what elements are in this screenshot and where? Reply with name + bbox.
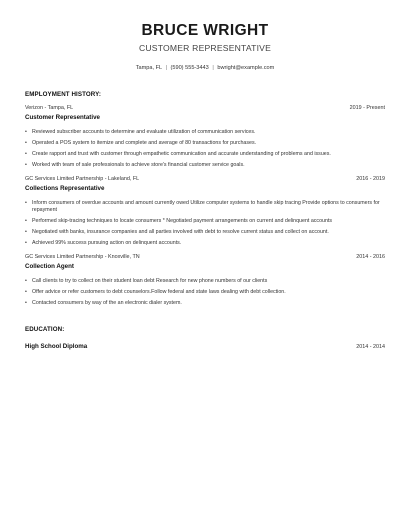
- contact-phone: (590) 555-3443: [170, 65, 209, 71]
- job-entry: [25, 253, 385, 307]
- job-role: Collection Agent: [25, 263, 74, 270]
- job-bullet: • Negotiated with banks, insurance companies and all parties involved with debt to resolve current status and collect on account.: [25, 229, 385, 236]
- education-degree: High School Diploma: [25, 343, 88, 350]
- candidate-title: CUSTOMER REPRESENTATIVE: [138, 43, 272, 53]
- contact-line: [25, 64, 385, 72]
- job-role: Customer Representative: [25, 114, 100, 121]
- employment-heading: EMPLOYMENT HISTORY:: [25, 91, 102, 98]
- job-bullet: • Reviewed subscriber accounts to determine and evaluate utilization of communication services.: [25, 129, 385, 136]
- contact-email: bwright@example.com: [217, 65, 275, 71]
- job-bullet: • Performed skip-tracing techniques to locate consumers * Negotiated payment arrangements on current and delinquent accounts: [25, 218, 385, 225]
- job-bullet: • Inform consumers of overdue accounts and amount currently owed Utilize computer systems to handle skip tracing Provide options to consumers for repayment: [25, 200, 385, 214]
- job-bullets: [25, 200, 385, 247]
- job-meta: [25, 253, 385, 261]
- job-meta: [25, 104, 385, 112]
- education-heading: EDUCATION:: [25, 326, 65, 333]
- job-company: GC Services Limited Partnership - Knoxville, TN: [25, 254, 140, 260]
- education-dates: 2014 - 2014: [356, 344, 385, 350]
- job-entry: [25, 104, 385, 169]
- job-dates: 2016 - 2019: [356, 176, 385, 182]
- job-bullet: • Contacted consumers by way of the an electronic dialer system.: [25, 300, 385, 307]
- job-dates: 2014 - 2016: [356, 254, 385, 260]
- job-bullet: • Call clients to try to collect on their student loan debt Research for new phone numbers of our clients: [25, 278, 385, 285]
- job-bullet: • Achieved 99% success pursuing action on delinquent accounts.: [25, 240, 385, 247]
- job-bullets: [25, 278, 385, 307]
- job-bullet: • Offer advice or refer customers to debt counselors.Follow federal and state laws dealing with debt collection.: [25, 289, 385, 296]
- job-entry: [25, 175, 385, 247]
- job-bullet: • Worked with team of sale professionals to achieve store's financial customer service goals.: [25, 162, 385, 169]
- resume-header: [25, 0, 385, 72]
- job-company: GC Services Limited Partnership - Lakeland, FL: [25, 176, 140, 182]
- contact-location: Tampa, FL: [135, 65, 162, 71]
- job-company: Verizon - Tampa, FL: [25, 105, 74, 111]
- job-bullet: • Create rapport and trust with customer through empathetic communication and accurate understanding of problems and issues.: [25, 151, 385, 158]
- candidate-name: BRUCE WRIGHT: [141, 22, 269, 39]
- job-bullets: [25, 129, 385, 169]
- education-entry: [25, 343, 385, 350]
- contact-separator: |: [212, 65, 214, 71]
- contact-separator: |: [165, 65, 167, 71]
- job-meta: [25, 175, 385, 183]
- job-dates: 2019 - Present: [349, 105, 385, 111]
- job-role: Collections Representative: [25, 185, 105, 192]
- job-bullet: • Operated a POS system to itemize and complete and average of 80 transactions for purchases.: [25, 140, 385, 147]
